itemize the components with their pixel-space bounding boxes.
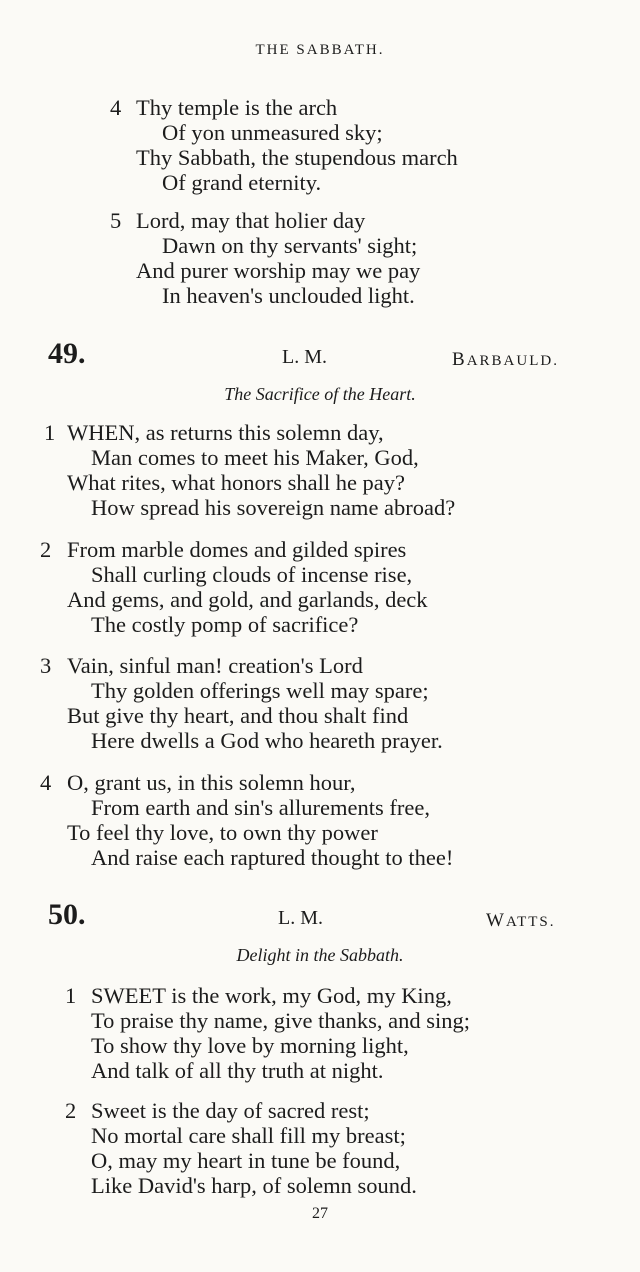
meter: L. M.	[278, 907, 323, 929]
hymn-subtitle: The Sacrifice of the Heart.	[224, 384, 416, 404]
page-number: 27	[312, 1205, 328, 1222]
verse-line: WHEN, as returns this solemn day,	[67, 420, 384, 445]
hymn-number: 50.	[48, 898, 86, 931]
stanza-number: 4	[40, 770, 52, 795]
verse-line: Thy golden offerings well may spare;	[91, 678, 429, 703]
verse-line: Of grand eternity.	[162, 170, 322, 195]
stanza-number: 3	[40, 653, 52, 678]
verse-line: But give thy heart, and thou shalt find	[67, 703, 409, 728]
verse-line: Thy Sabbath, the stupendous march	[136, 145, 458, 170]
verse-line: Shall curling clouds of incense rise,	[91, 562, 413, 587]
stanza-number: 5	[110, 208, 122, 233]
verse-line: Lord, may that holier day	[136, 208, 366, 233]
hymn-number: 49.	[48, 337, 86, 370]
running-head: THE SABBATH.	[255, 42, 385, 58]
verse-line: How spread his sovereign name abroad?	[91, 495, 456, 520]
verse-line: Sweet is the day of sacred rest;	[91, 1098, 370, 1123]
verse-line: No mortal care shall fill my breast;	[91, 1123, 406, 1148]
hymn-subtitle: Delight in the Sabbath.	[236, 945, 404, 965]
verse-line: O, grant us, in this solemn hour,	[67, 770, 356, 795]
verse-line: SWEET is the work, my God, my King,	[91, 983, 452, 1008]
verse-line: And purer worship may we pay	[136, 258, 421, 283]
verse-line: To praise thy name, give thanks, and sing;	[91, 1008, 470, 1033]
verse-line: From earth and sin's allurements free,	[91, 795, 430, 820]
verse-line: Vain, sinful man! creation's Lord	[67, 653, 363, 678]
verse-line: Like David's harp, of solemn sound.	[91, 1173, 417, 1198]
stanza-number: 1	[65, 983, 77, 1008]
meter: L. M.	[282, 346, 327, 368]
verse-line: And gems, and gold, and garlands, deck	[67, 587, 428, 612]
stanza-number: 1	[44, 420, 56, 445]
verse-line: The costly pomp of sacrifice?	[91, 612, 359, 637]
author: WATTS.	[486, 910, 556, 931]
verse-line: What rites, what honors shall he pay?	[67, 470, 406, 495]
stanza-number: 4	[110, 95, 122, 120]
verse-line: Of yon unmeasured sky;	[162, 120, 383, 145]
verse-line: And talk of all thy truth at night.	[91, 1058, 384, 1083]
verse-line: Here dwells a God who heareth prayer.	[91, 728, 443, 753]
author: BARBAULD.	[452, 349, 559, 370]
verse-line: O, may my heart in tune be found,	[91, 1148, 401, 1173]
verse-line: To show thy love by morning light,	[91, 1033, 409, 1058]
stanza-number: 2	[65, 1098, 77, 1123]
verse-line: Man comes to meet his Maker, God,	[91, 445, 419, 470]
verse-line: To feel thy love, to own thy power	[67, 820, 378, 845]
verse-line: In heaven's unclouded light.	[162, 283, 415, 308]
verse-line: From marble domes and gilded spires	[67, 537, 407, 562]
verse-line: Dawn on thy servants' sight;	[162, 233, 418, 258]
verse-line: Thy temple is the arch	[136, 95, 338, 120]
stanza-number: 2	[40, 537, 52, 562]
verse-line: And raise each raptured thought to thee!	[91, 845, 454, 870]
